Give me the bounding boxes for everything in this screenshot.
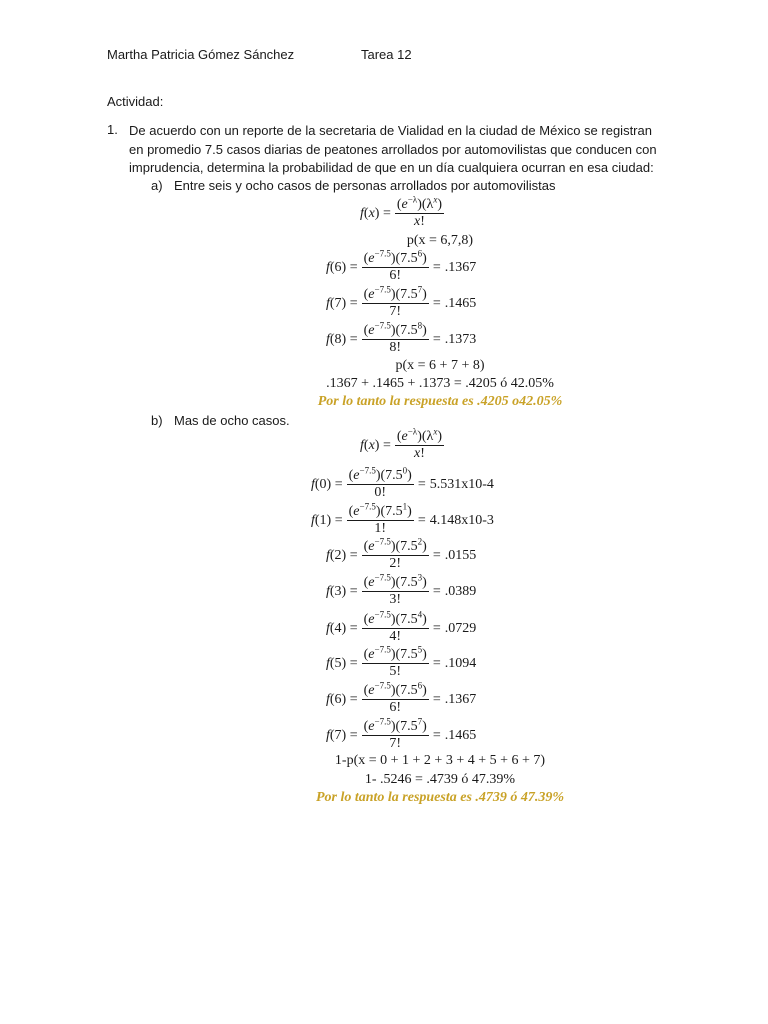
equation-f6-b: f(6) = $\frac{(e^{-7.5})(7.5^6)}{6!}$ = .1367 bbox=[326, 680, 477, 715]
author-name: Martha Patricia Gómez Sánchez bbox=[107, 47, 295, 62]
equation-f1-b: f(1) = $\frac{(e^{-7.5})(7.5^1)}{1!}$ = 4.148x10-3 bbox=[311, 501, 494, 536]
part-b-text: Mas de ocho casos. bbox=[174, 413, 290, 428]
poisson-formula-a: f(x) = $\frac{(e^{-\lambda})(\lambda^x)}{x!}$ bbox=[360, 194, 442, 229]
equation-f2-b: f(2) = $\frac{(e^{-7.5})(7.5^2)}{2!}$ = .0155 bbox=[326, 536, 477, 571]
part-a-answer: Por lo tanto la respuesta es .4205 o42.05% bbox=[317, 394, 563, 409]
equation-f8-a: f(8) = $\frac{(e^{-7.5})(7.5^8)}{8!}$ = .1373 bbox=[326, 320, 477, 355]
poisson-formula-b: f(x) = $\frac{(e^{-\lambda})(\lambda^x)}{x!}$ bbox=[360, 426, 442, 461]
part-a-letter: a) bbox=[151, 178, 163, 193]
task-title: Tarea 12 bbox=[361, 47, 412, 62]
equation-f0-b: f(0) = $\frac{(e^{-7.5})(7.5^0)}{0!}$ = 5.531x10-4 bbox=[311, 465, 494, 500]
part-b-letter: b) bbox=[151, 413, 163, 428]
part-a-cases: p(x = 6,7,8) bbox=[406, 233, 474, 248]
equation-f6-a: f(6) = $\frac{(e^{-7.5})(7.5^6)}{6!}$ = .1367 bbox=[326, 248, 477, 283]
part-a-total: .1367 + .1465 + .1373 = .4205 ó 42.05% bbox=[326, 376, 554, 391]
equation-f5-b: f(5) = $\frac{(e^{-7.5})(7.5^5)}{5!}$ = .1094 bbox=[326, 644, 477, 679]
equation-f3-b: f(3) = $\frac{(e^{-7.5})(7.5^3)}{3!}$ = .0389 bbox=[326, 572, 477, 607]
equation-f7-a: f(7) = $\frac{(e^{-7.5})(7.5^7)}{7!}$ = .1465 bbox=[326, 284, 477, 319]
part-a-text: Entre seis y ocho casos de personas arrollados por automovilistas bbox=[174, 178, 556, 193]
part-a-sum: p(x = 6 + 7 + 8) bbox=[395, 358, 485, 373]
part-b-answer: Por lo tanto la respuesta es .4739 ó 47.39% bbox=[315, 790, 565, 805]
part-b-total: 1- .5246 = .4739 ó 47.39% bbox=[364, 772, 516, 787]
equation-f7-b: f(7) = $\frac{(e^{-7.5})(7.5^7)}{7!}$ = .1465 bbox=[326, 716, 477, 751]
equation-f4-b: f(4) = $\frac{(e^{-7.5})(7.5^4)}{4!}$ = .0729 bbox=[326, 609, 477, 644]
part-b-sum: 1-p(x = 0 + 1 + 2 + 3 + 4 + 5 + 6 + 7) bbox=[334, 753, 546, 768]
question-text: De acuerdo con un reporte de la secretaria de Vialidad en la ciudad de México se registran en promedio 7.5 casos diarias de peatones arrollados por automovilistas que conducen con imprudencia, determina la probabilidad de que en un día cualquiera ocurran en esa ciudad: bbox=[129, 123, 657, 175]
question-number: 1. bbox=[107, 122, 118, 137]
section-label: Actividad: bbox=[107, 94, 164, 109]
